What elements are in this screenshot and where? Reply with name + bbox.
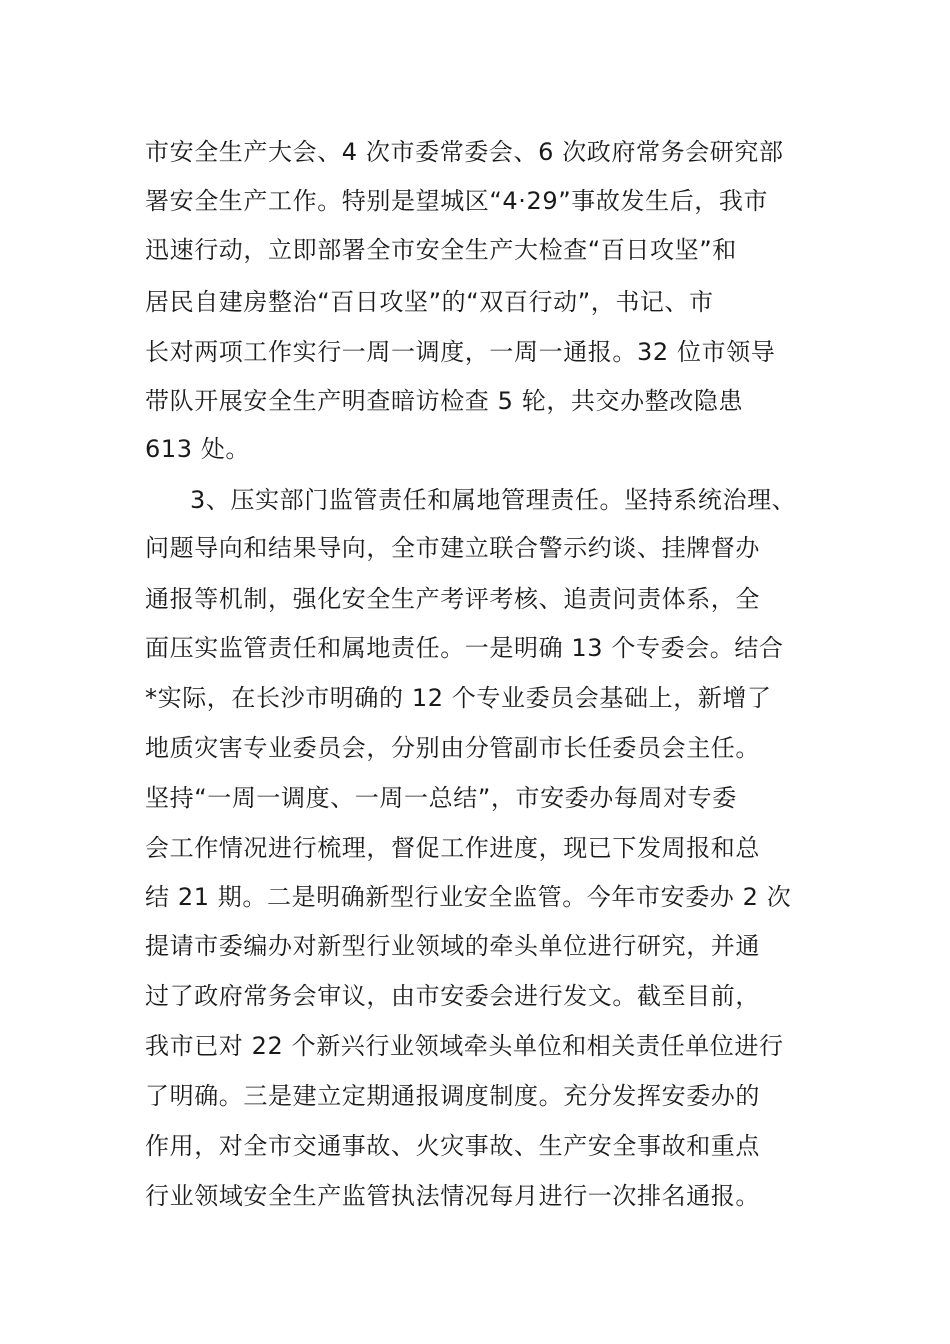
text-line: *实际，在长沙市明确的 12 个专业委员会基础上，新增了 [145, 684, 772, 712]
text-line: 署安全生产工作。特别是望城区“4·29”事故发生后，我市 [145, 187, 769, 215]
text-line: 提请市委编办对新型行业领域的牵头单位进行研究，并通 [145, 932, 760, 960]
text-line: 我市已对 22 个新兴行业领域牵头单位和相关责任单位进行 [145, 1032, 784, 1060]
text-line: 结 21 期。二是明确新型行业安全监管。今年市安委办 2 次 [145, 883, 792, 911]
text-line: 613 处。 [145, 435, 251, 463]
text-line: 迅速行动，立即部署全市安全生产大检查“百日攻坚”和 [145, 236, 737, 264]
paragraph-heading: 3、压实部门监管责任和属地管理责任。坚持系统治理、 [190, 486, 797, 514]
text-line: 作用，对全市交通事故、火灾事故、生产安全事故和重点 [145, 1132, 760, 1160]
text-line: 会工作情况进行梳理，督促工作进度，现已下发周报和总 [145, 834, 760, 862]
text-line: 居民自建房整治“百日攻坚”的“双百行动”，书记、市 [145, 288, 714, 316]
text-line: 地质灾害专业委员会，分别由分管副市长任委员会主任。 [145, 734, 760, 762]
text-line: 行业领域安全生产监管执法情况每月进行一次排名通报。 [145, 1182, 760, 1210]
text-line: 问题导向和结果导向，全市建立联合警示约谈、挂牌督办 [145, 534, 760, 562]
text-line: 了明确。三是建立定期通报调度制度。充分发挥安委办的 [145, 1082, 760, 1110]
text-line: 长对两项工作实行一周一调度，一周一通报。32 位市领导 [145, 338, 776, 366]
text-line: 市安全生产大会、4 次市委常委会、6 次政府常务会研究部 [145, 138, 784, 166]
text-line: 带队开展安全生产明查暗访检查 5 轮，共交办整改隐患 [145, 387, 744, 415]
text-line: 通报等机制，强化安全生产考评考核、追责问责体系，全 [145, 585, 760, 613]
text-line: 面压实监管责任和属地责任。一是明确 13 个专委会。结合 [145, 634, 784, 662]
text-line: 过了政府常务会审议，由市安委会进行发文。截至目前， [145, 982, 760, 1010]
text-line: 坚持“一周一调度、一周一总结”，市安委办每周对专委 [145, 784, 737, 812]
